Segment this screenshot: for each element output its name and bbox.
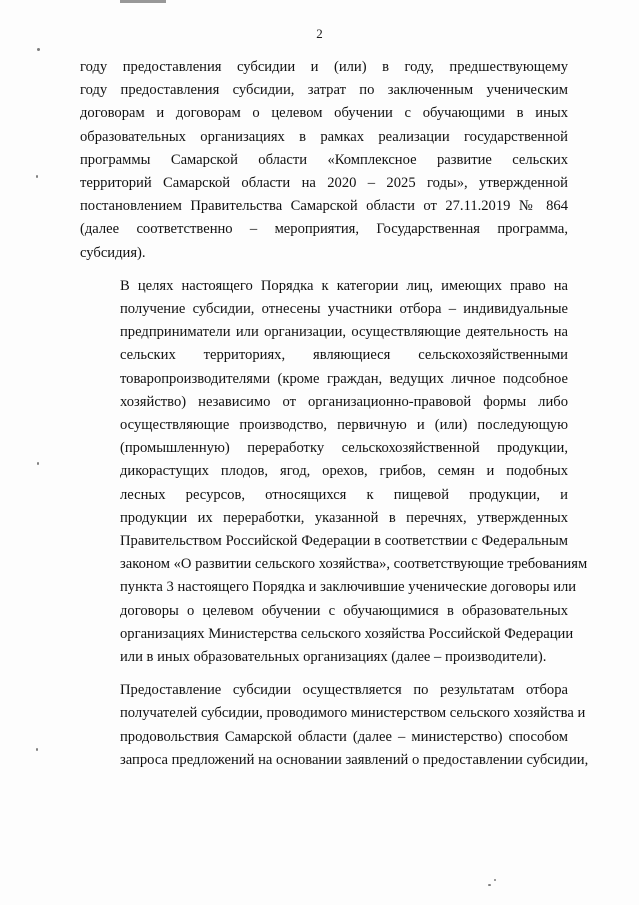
page-number: 2 <box>316 26 323 41</box>
scan-artifact <box>36 175 38 178</box>
text-line: Предоставление субсидии осуществляется по результатам отбора <box>120 682 568 699</box>
text-line: лесных ресурсов, относящихся к пищевой продукции, и <box>120 486 568 503</box>
text-line: продукции их переработки, указанной в перечнях, утвержденных <box>120 509 568 526</box>
text-line: программы Самарской области «Комплексное развитие сельских <box>80 151 568 168</box>
text-line: (промышленную) переработку сельскохозяйственной продукции, <box>120 440 568 457</box>
scan-artifact <box>494 879 496 881</box>
text-line: постановлением Правительства Самарской области от 27.11.2019 № 864 <box>80 198 568 215</box>
text-line: сельских территориях, являющиеся сельскохозяйственными <box>120 347 568 364</box>
text-line: товаропроизводителями (кроме граждан, ведущих личное подсобное <box>120 370 568 387</box>
scan-artifact <box>37 48 40 51</box>
text-line: получение субсидии, отнесены участники отбора – индивидуальные <box>120 301 568 318</box>
scan-artifact <box>120 0 166 3</box>
text-line: Правительством Российской Федерации в соответствии с Федеральным <box>120 533 568 550</box>
text-line: договорам и договорам о целевом обучении с обучающими в иных <box>80 105 568 122</box>
text-line: законом «О развитии сельского хозяйства», соответствующие требованиям <box>120 556 588 573</box>
document-body <box>80 56 589 772</box>
text-line: субсидия). <box>80 244 146 261</box>
scan-artifact <box>36 748 38 751</box>
text-line: осуществляющие производство, первичную и (или) последующую <box>120 417 568 434</box>
paragraph <box>80 56 568 265</box>
text-line: территорий Самарской области на 2020 – 2025 годы», утвержденной <box>80 175 568 192</box>
text-line: дикорастущих плодов, ягод, орехов, грибов, семян и подобных <box>120 463 568 480</box>
text-line: образовательных организациях в рамках реализации государственной <box>80 128 568 145</box>
text-line: году предоставления субсидии, затрат по заключенным ученическим <box>80 82 568 99</box>
text-line: получателей субсидии, проводимого министерством сельского хозяйства и <box>120 705 586 722</box>
text-line: организациях Министерства сельского хозяйства Российской Федерации <box>120 625 574 642</box>
text-line: предприниматели или организации, осуществляющие деятельность на <box>120 324 568 341</box>
text-line: году предоставления субсидии и (или) в году, предшествующему <box>80 59 568 75</box>
paragraph <box>80 275 588 669</box>
scan-artifact <box>37 462 39 465</box>
scan-artifact <box>488 884 491 886</box>
text-line: В целях настоящего Порядка к категории лиц, имеющих право на <box>120 277 568 294</box>
text-line: запроса предложений на основании заявлений о предоставлении субсидии, <box>120 751 589 768</box>
text-line: продовольствия Самарской области (далее – министерство) способом <box>120 728 568 745</box>
text-line: пункта 3 настоящего Порядка и заключившие ученические договоры или <box>120 579 577 596</box>
text-line: хозяйство) независимо от организационно-правовой формы либо <box>120 393 568 410</box>
text-line: договоры о целевом обучении с обучающимися в образовательных <box>120 602 568 619</box>
text-line: (далее соответственно – мероприятия, Государственная программа, <box>80 221 568 238</box>
paragraph <box>80 679 589 772</box>
text-line: или в иных образовательных организациях (далее – производители). <box>120 649 547 666</box>
